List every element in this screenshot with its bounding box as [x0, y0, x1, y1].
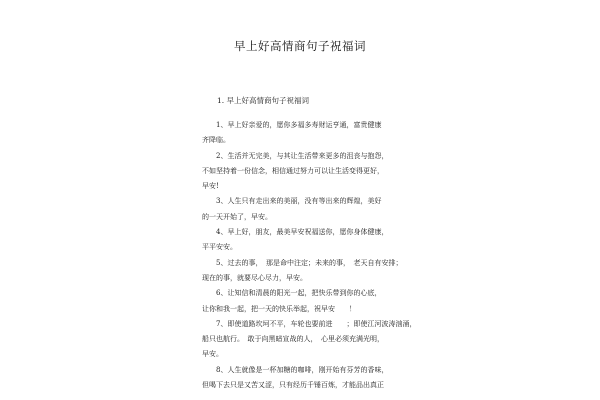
paragraph-line: 4、早上好，朋友，最美早安祝福送你，愿你身体健康， [216, 228, 389, 237]
paragraph-line: 但喝下去只是又苦又涩，只有经历千锤百炼，才能品出真正 [202, 381, 384, 390]
paragraph-line: 3、人生只有走出来的美丽，没有等出来的辉煌，美好 [216, 197, 382, 206]
document-title: 早上好高情商句子祝福词 [234, 39, 366, 53]
paragraph-line: 6、让知信和清晨的阳光一起，把快乐带到你的心底， [216, 289, 382, 298]
paragraph-7 [202, 317, 417, 363]
paragraph-1 [202, 118, 402, 149]
paragraph-line: 船只也航行。 敢于向黑暗宣战的人， 心里必须充满光明， [202, 335, 384, 344]
paragraph-line: 不如坚持着一份信念，相信通过努力可以让生活变得更好， [202, 166, 384, 175]
paragraph-line: 8、人生就像是一杯加糖的咖啡，刚开始有芬芳的香味， [216, 365, 389, 374]
paragraph-line: 7、即使道路坎坷不平，车轮也要前进 ；即使江河波涛汹涌， [216, 319, 417, 328]
paragraph-3 [202, 194, 402, 225]
paragraph-line: 齐降临。 [202, 136, 230, 145]
paragraph-line: 5、过去的事， 那是命中注定；未来的事， 老天自有安排； [216, 258, 403, 267]
document-body [202, 118, 417, 393]
section-heading: 1. 早上好高情商句子祝福词 [217, 96, 310, 105]
paragraph-5 [202, 256, 402, 287]
paragraph-line: 让你和我一起，把一天的快乐举起，祝早安 ！ [202, 304, 356, 313]
paragraph-6 [202, 286, 402, 317]
paragraph-line: 2、生活并无完美，与其让生活带来更多的沮丧与抱怨， [216, 151, 389, 160]
paragraph-line: 现在的事，就要尽心尽力，早安。 [202, 273, 307, 282]
paragraph-line: 的一天开始了，早安。 [202, 212, 272, 221]
paragraph-line: 早安。 [202, 350, 223, 359]
paragraph-4 [202, 225, 402, 256]
paragraph-8 [202, 363, 402, 394]
paragraph-2 [202, 149, 402, 195]
paragraph-line: 平平安安。 [202, 243, 237, 252]
paragraph-line: 1、早上好亲爱的，愿你多福多寿财运亨通，富贵健康 [216, 121, 382, 129]
paragraph-line: 早安! [202, 182, 219, 191]
